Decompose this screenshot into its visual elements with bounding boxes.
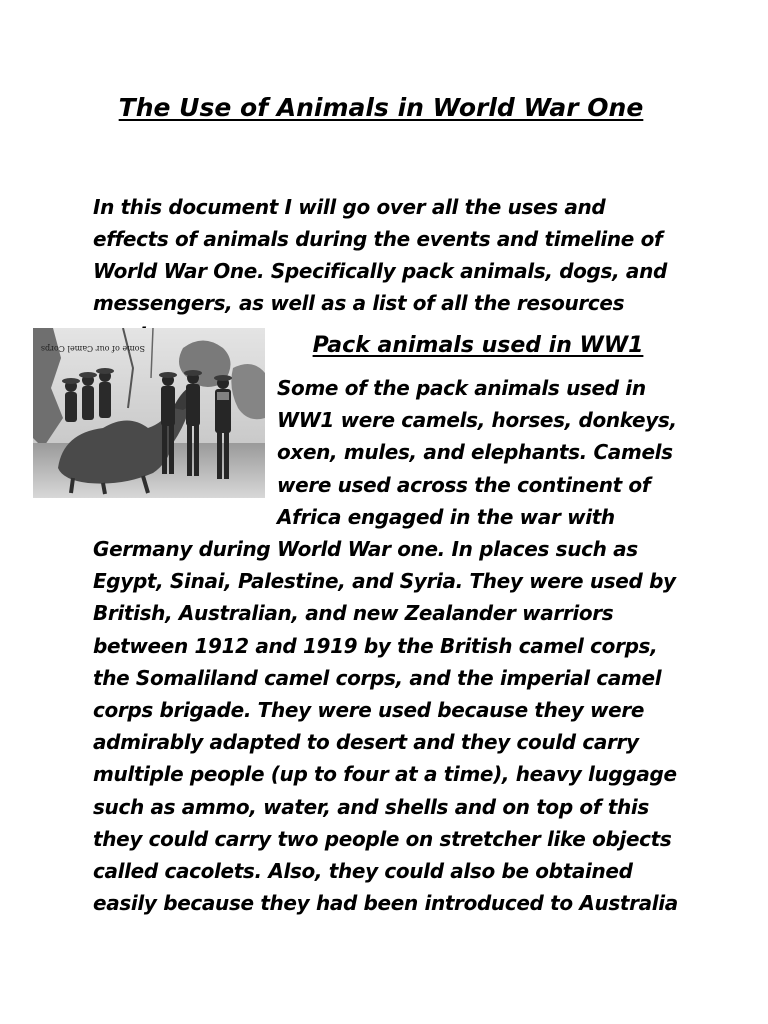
section-body-paragraph <box>93 372 678 919</box>
section-heading: Pack animals used in WW1 <box>312 333 644 358</box>
section-body-text: Some of the pack animals used in WW1 were camels, horses, donkeys, oxen, mules, and elephants. Camels were used across the continent of Africa engaged in the war with Germany during World War one. In places such as Egypt, Sinai, Palestine, and Syria. They were used by British, Australian, and new Zealander warriors between 1912 and 1919 by the British camel corps, the Somaliland camel corps, and the imperial camel corps brigade. They were used because they were admirably adapted to desert and they could carry multiple people (up to four at a time), heavy luggage such as ammo, water, and shells and on top of this they could carry two people on stretcher like objects called cacolets. Also, they could also be obtained easily because they had been introduced to Australia <box>93 376 678 916</box>
intro-paragraph: In this document I will go over all the uses and effects of animals during the events and timeline of World War One. Specifically pack animals, dogs, and messengers, as well as a list of all the resources <box>93 195 667 315</box>
photo-wrap-spacer <box>93 372 277 501</box>
document-title: The Use of Animals in World War One <box>118 93 644 122</box>
photo-caption-text: Some of our Camel Corps <box>40 344 145 353</box>
